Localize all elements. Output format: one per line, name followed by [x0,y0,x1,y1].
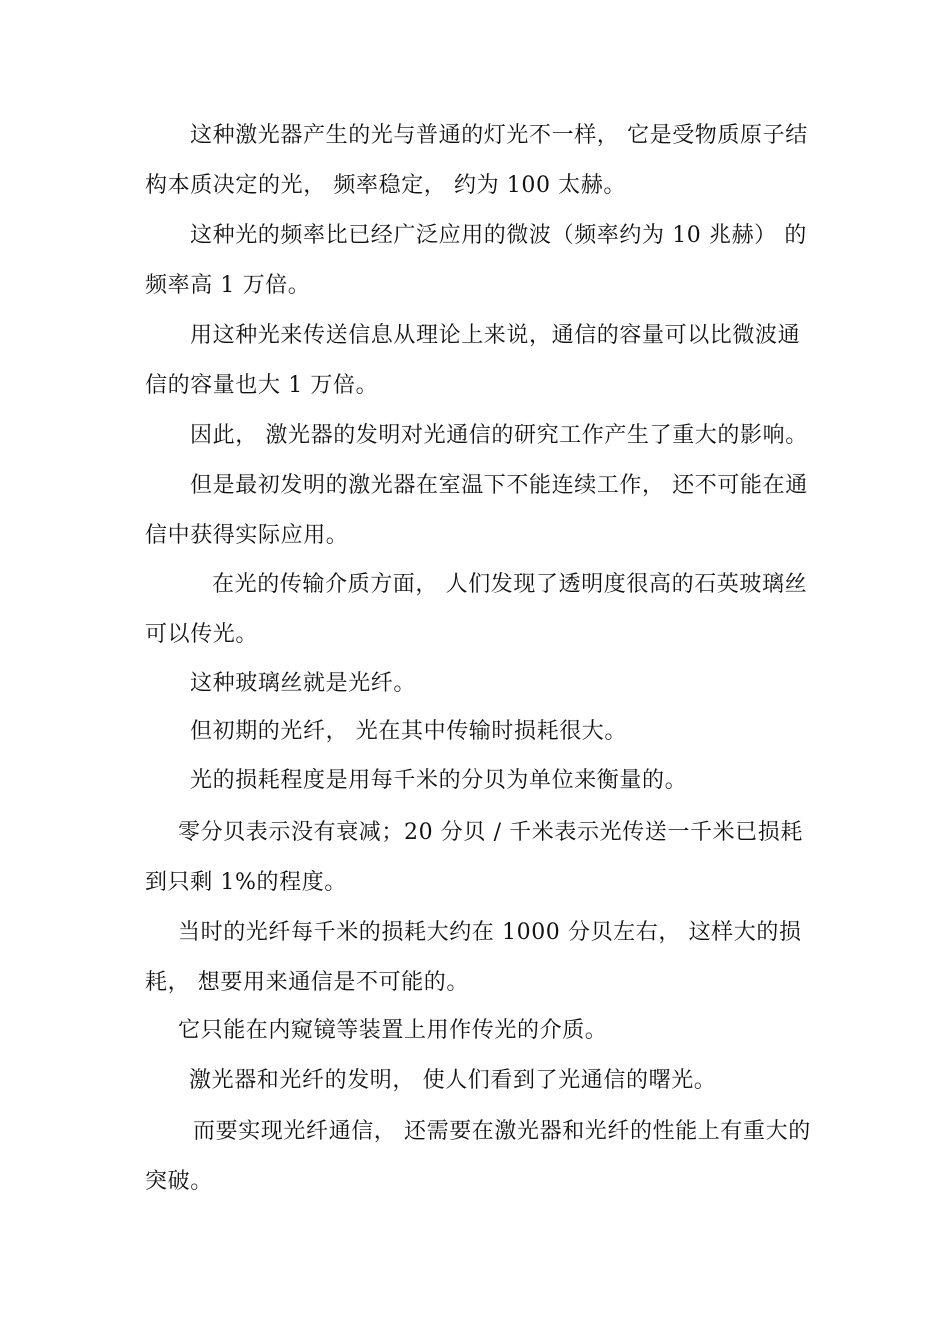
paragraph-5: 但是最初发明的激光器在室温下不能连续工作， 还不可能在通信中获得实际应用。 [145,473,808,548]
paragraph-14: 而要实现光纤通信， 还需要在激光器和光纤的性能上有重大的突破。 [145,1119,811,1194]
paragraph-1: 这种激光器产生的光与普通的灯光不一样， 它是受物质原子结构本质决定的光， 频率稳定， 约为 100 太赫。 [145,123,808,198]
paragraph-12: 它只能在内窥镜等装置上用作传光的介质。 [178,1018,608,1043]
paragraph-11: 当时的光纤每千米的损耗大约在 1000 分贝左右， 这样大的损耗， 想要用来通信是不可能的。 [145,920,802,995]
paragraph-7: 这种玻璃丝就是光纤。 [190,671,417,696]
paragraph-6: 在光的传输介质方面， 人们发现了透明度很高的石英玻璃丝可以传光。 [145,572,808,647]
paragraph-4: 因此， 激光器的发明对光通信的研究工作产生了重大的影响。 [190,423,808,448]
paragraph-13: 激光器和光纤的发明， 使人们看到了光通信的曙光。 [189,1068,717,1093]
paragraph-2: 这种光的频率比已经广泛应用的微波（频率约为 10 兆赫） 的频率高 1 万倍。 [145,223,807,298]
paragraph-10: 零分贝表示没有衰减；20 分贝 / 千米表示光传送一千米已损耗到只剩 1%的程度。 [145,820,803,895]
paragraph-8: 但初期的光纤， 光在其中传输时损耗很大。 [190,719,627,744]
paragraph-3: 用这种光来传送信息从理论上来说，通信的容量可以比微波通信的容量也大 1 万倍。 [145,323,801,398]
paragraph-9: 光的损耗程度是用每千米的分贝为单位来衡量的。 [190,768,688,793]
